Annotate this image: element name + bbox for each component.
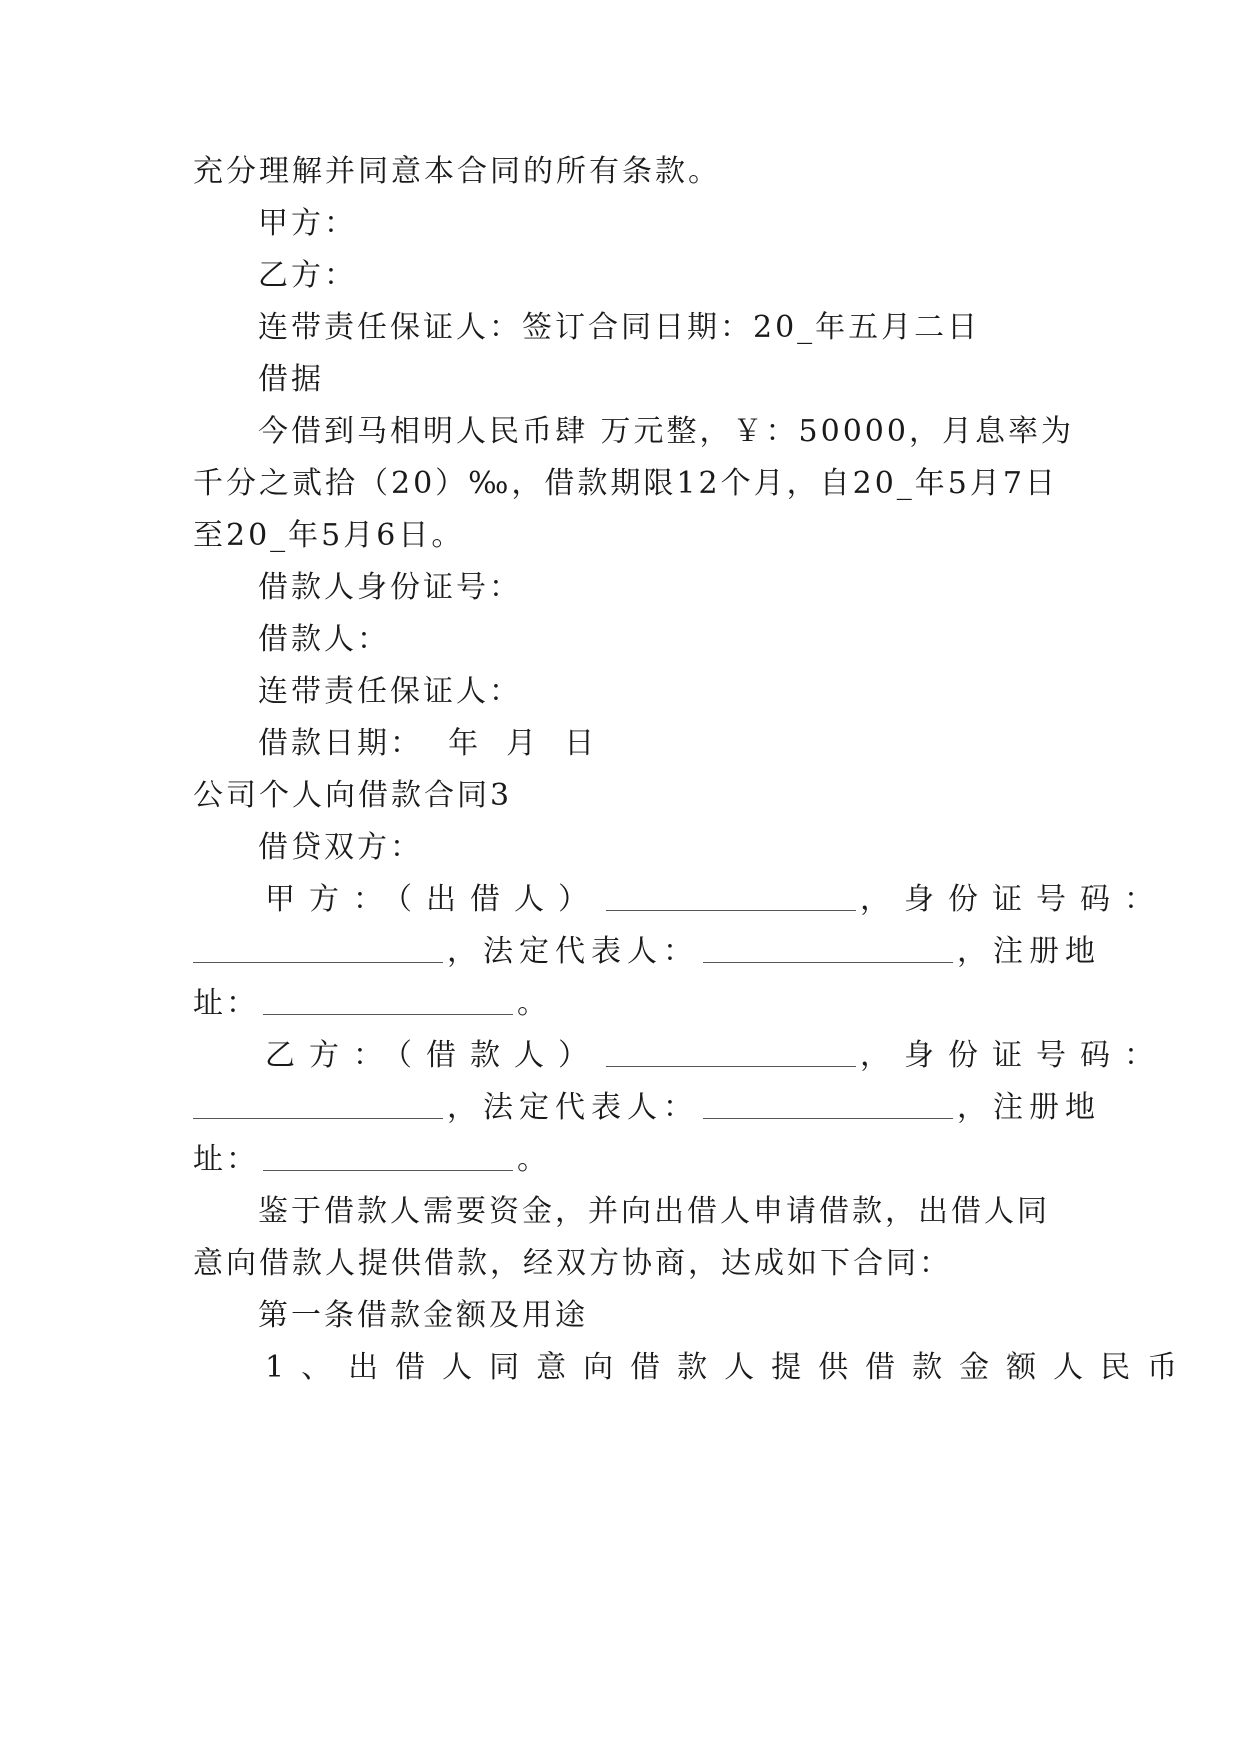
address-label: 址： — [193, 1142, 259, 1177]
borrower-id-label: 借款人身份证号： — [258, 570, 522, 605]
paragraph-line: 至20_年5月6日。 — [193, 518, 465, 553]
party-a-line — [265, 882, 1168, 918]
party-a-label: 甲方： — [258, 206, 357, 241]
party-b-line-2 — [193, 1090, 1101, 1126]
iou-heading: 借据 — [258, 362, 324, 397]
name-blank — [606, 1040, 856, 1067]
article-heading: 第一条借款金额及用途 — [258, 1298, 588, 1333]
borrower-label: 借款人： — [258, 622, 390, 657]
legal-rep-label: ，法定代表人： — [447, 1090, 699, 1125]
id-number-label: ，身份证号码： — [860, 882, 1168, 917]
registered-address-label: ，注册地 — [957, 1090, 1101, 1125]
guarantor-label: 连带责任保证人： — [258, 674, 522, 709]
party-b-label: 乙方： — [258, 258, 357, 293]
party-a-role: 甲方：（出借人） — [265, 882, 602, 917]
id-number-blank — [193, 1092, 443, 1119]
paragraph-line: 今借到马相明人民币肆 万元整，￥：50000，月息率为 — [258, 414, 1074, 449]
id-number-blank — [193, 936, 443, 963]
paragraph-line: 意向借款人提供借款，经双方协商，达成如下合同： — [193, 1246, 952, 1281]
legal-rep-label: ，法定代表人： — [447, 934, 699, 969]
legal-rep-blank — [703, 936, 953, 963]
name-blank — [606, 884, 856, 911]
legal-rep-blank — [703, 1092, 953, 1119]
address-blank — [263, 988, 513, 1015]
registered-address-label: ，注册地 — [957, 934, 1101, 969]
party-b-line-3 — [193, 1142, 1053, 1178]
party-a-line-3 — [193, 986, 1053, 1022]
loan-date-label: 借款日期： 年 月 日 — [258, 726, 598, 761]
period: 。 — [517, 986, 550, 1021]
party-a-line-2 — [193, 934, 1101, 970]
address-blank — [263, 1144, 513, 1171]
id-number-label: ，身份证号码： — [860, 1038, 1168, 1073]
paragraph-line: 鉴于借款人需要资金，并向出借人申请借款，出借人同 — [258, 1194, 1050, 1229]
address-label: 址： — [193, 986, 259, 1021]
party-b-line — [265, 1038, 1168, 1074]
section-heading: 公司个人向借款合同3 — [193, 778, 513, 813]
period: 。 — [517, 1142, 550, 1177]
guarantor-sign-date: 连带责任保证人：签订合同日期：20_年五月二日 — [258, 310, 981, 345]
parties-label: 借贷双方： — [258, 830, 423, 865]
paragraph-line: 千分之贰拾（20）‰，借款期限12个月，自20_年5月7日 — [193, 466, 1058, 501]
paragraph-line: 1、出借人同意向借款人提供借款金额人民币 — [265, 1350, 1195, 1385]
paragraph-line: 充分理解并同意本合同的所有条款。 — [193, 154, 721, 189]
party-b-role: 乙方：（借款人） — [265, 1038, 602, 1073]
